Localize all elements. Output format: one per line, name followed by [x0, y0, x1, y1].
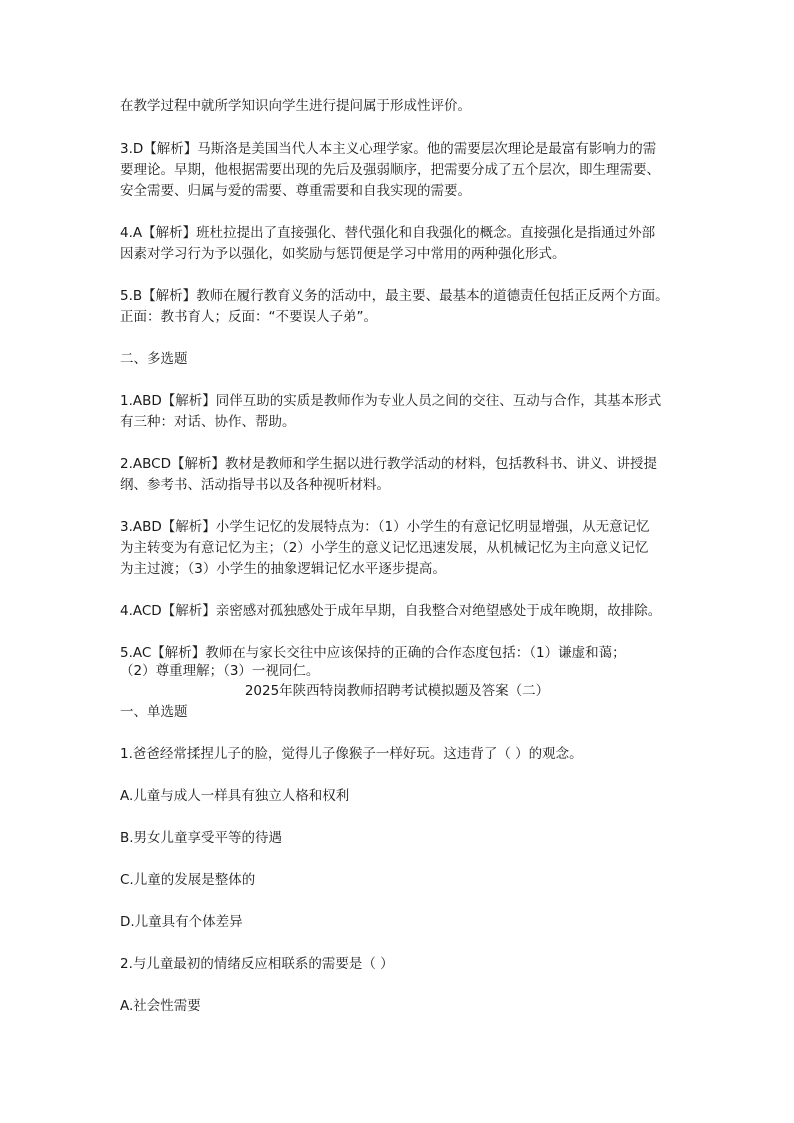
question-1-option-b: B.男女儿童享受平等的待遇	[120, 830, 283, 846]
question-1: 1.爸爸经常揉捏儿子的脸，觉得儿子像猴子一样好玩。这违背了（ ）的观念。	[120, 746, 583, 762]
answer-3-line-3: 安全需要、归属与爱的需要、尊重需要和自我实现的需要。	[120, 183, 471, 199]
multi-answer-2-line-1: 2.ABCD【解析】教材是教师和学生据以进行教学活动的材料，包括教科书、讲义、讲授提	[120, 456, 657, 472]
answer-5-line-2: 正面：教书育人；反面：“不要误人子弟”。	[120, 309, 377, 325]
answer-4-line-1: 4.A【解析】班杜拉提出了直接强化、替代强化和自我强化的概念。直接强化是指通过外部	[120, 225, 656, 241]
answer-5-line-1: 5.B【解析】教师在履行教育义务的活动中，最主要、最基本的道德责任包括正反两个方面。	[120, 288, 669, 304]
multi-choice-heading: 二、多选题	[120, 351, 188, 367]
question-1-option-c: C.儿童的发展是整体的	[120, 872, 256, 888]
intro-line: 在教学过程中就所学知识向学生进行提问属于形成性评价。	[120, 98, 471, 114]
answer-4-line-2: 因素对学习行为予以强化，如奖励与惩罚便是学习中常用的两种强化形式。	[120, 246, 566, 262]
multi-answer-3-line-3: 为主过渡；（3）小学生的抽象逻辑记忆水平逐步提高。	[120, 561, 446, 577]
question-1-option-d: D.儿童具有个体差异	[120, 914, 243, 930]
question-2-option-a: A.社会性需要	[120, 998, 201, 1014]
multi-answer-5-line-2: （2）尊重理解；（3）一视同仁。	[120, 663, 320, 679]
multi-answer-4-line-1: 4.ACD【解析】亲密感对孤独感处于成年早期，自我整合对绝望感处于成年晚期，故排除。	[120, 603, 662, 619]
single-choice-heading: 一、单选题	[120, 704, 188, 720]
answer-3-line-1: 3.D【解析】马斯洛是美国当代人本主义心理学家。他的需要层次理论是最富有影响力的需	[120, 141, 657, 157]
multi-answer-5-line-1: 5.AC【解析】教师在与家长交往中应该保持的正确的合作态度包括：（1）谦虚和蔼；	[120, 645, 626, 661]
question-2: 2.与儿童最初的情绪反应相联系的需要是（ ）	[120, 956, 394, 972]
multi-answer-1-line-2: 有三种：对话、协作、帮助。	[120, 414, 296, 430]
multi-answer-3-line-2: 为主转变为有意记忆为主；（2）小学生的意义记忆迅速发展，从机械记忆为主向意义记忆	[120, 540, 649, 556]
exam-title: 2025年陕西特岗教师招聘考试模拟题及答案（二）	[244, 683, 550, 699]
multi-answer-3-line-1: 3.ABD【解析】小学生记忆的发展特点为：（1）小学生的有意记忆明显增强，从无意记忆	[120, 519, 650, 535]
question-1-option-a: A.儿童与成人一样具有独立人格和权利	[120, 788, 350, 804]
multi-answer-2-line-2: 纲、参考书、活动指导书以及各种视听材料。	[120, 477, 390, 493]
answer-3-line-2: 要理论。早期，他根据需要出现的先后及强弱顺序，把需要分成了五个层次，即生理需要、	[120, 162, 660, 178]
multi-answer-1-line-1: 1.ABD【解析】同伴互助的实质是教师作为专业人员之间的交往、互动与合作，其基本形式	[120, 393, 662, 409]
